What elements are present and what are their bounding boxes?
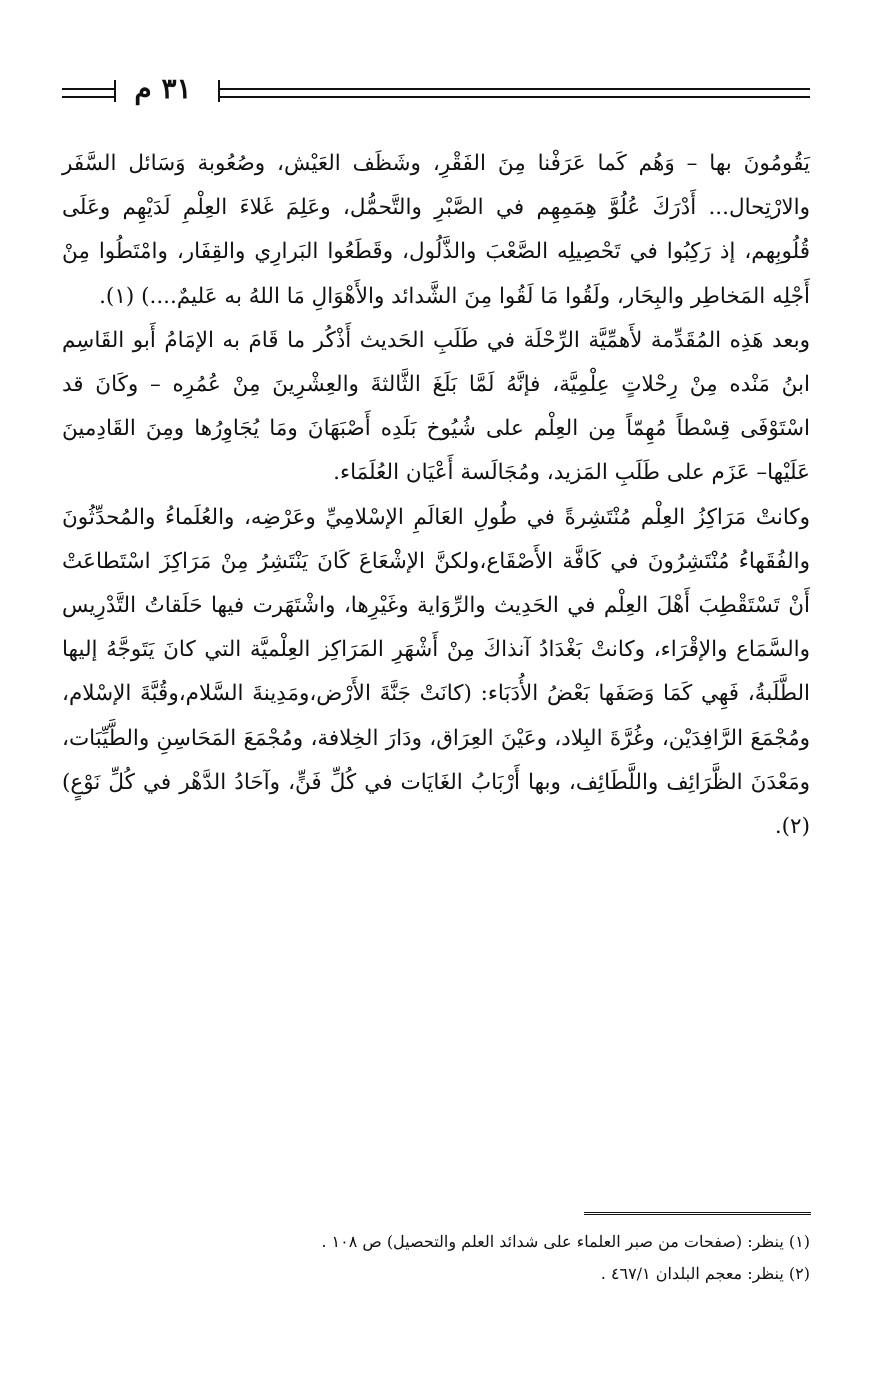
header-rule-left	[62, 88, 114, 98]
footnote-2: (٢) ينظر: معجم البلدان ٤٦٧/١ .	[600, 1264, 810, 1283]
header-bracket-right	[218, 80, 220, 102]
running-header	[62, 72, 810, 106]
page-number: ٣١ م	[134, 72, 192, 105]
footnotes	[62, 1226, 810, 1290]
paragraph-3: وكانتْ مَرَاكِزُ العِلْم مُنْتَشِرةً في طُولِ العَالَمِ الإسْلامِيِّ وعَرْضِه، والعُلَماءُ والمُحدِّثُونَ والفُقَهاءُ مُنْتَشِرُونَ في كَافَّة الأَصْقَاع،ولكنَّ الإشْعَاعَ كَانَ يَنْتَشِرُ مِنْ مَرَاكِزَ اسْتَطاعَتْ أَنْ تَسْتَقْطِبَ أَهْلَ العِلْم في الحَدِيث والرِّوَاية وغَيْرِها، واشْتَهَرت فيها حَلَقاتُ التَّدْرِيس والسَّمَاع والإقْرَاء، وكانتْ بَغْدَادُ آنذاكَ مِنْ أَشْهَرِ المَرَاكِز العِلْميَّة التي كانَ يَتَوجَّهُ إليها الطَّلَبةُ، فَهِي كَمَا وَصَفَها بَعْضُ الأُدَبَاء: (كانَتْ جَنَّةَ الأَرْض،ومَدِينةَ السَّلام،وقُبَّةَ الإسْلام، ومُجْمَعَ الرَّافِدَيْن، وغُرَّةَ البِلاد، وعَيْنَ العِرَاق، ودَارَ الخِلافة، ومُجْمَعَ المَحَاسِنِ والطَّيِّبَات، ومَعْدَنَ الظَّرَائِف واللَّطَائِف، وبها أَرْبَابُ الغَايَات في كُلِّ فَنٍّ، وآحَادُ الدَّهْر في كُلِّ نَوْعٍ)(٢).	[62, 504, 810, 840]
header-bracket-left	[114, 80, 116, 102]
body-text	[62, 142, 810, 849]
paragraph-2: وبعد هَذِه المُقَدِّمة لأَهمِّيَّة الرِّحْلَة في طَلَبِ الحَديث أَذْكُر ما قَامَ به الإمَامُ أَبو القَاسِم ابنُ مَنْده مِنْ رِحْلاتٍ عِلْمِيَّة، فإنَّهُ لَمَّا بَلَغَ الثَّالثةَ والعِشْرِينَ مِنْ عُمُرِه – وكَانَ قد اسْتَوْفَى قِسْطاً مُهِمّاً مِن العِلْم على شُيُوخ بَلَدِه أَصْبَهَانَ ومَا يُجَاوِرُها ومِنَ القَادِمينَ عَلَيْها– عَزَم على طَلَبِ المَزيد، ومُجَالَسة أَعْيَان العُلَمَاء.	[62, 327, 811, 486]
footnote-1: (١) ينظر: (صفحات من صبر العلماء على شدائد العلم والتحصيل) ص ١٠٨ .	[321, 1232, 810, 1251]
footnote-separator	[584, 1212, 811, 1215]
header-rule-right	[220, 88, 810, 98]
paragraph-1: يَقُومُونَ بها – وَهُم كَما عَرَفْنا مِنَ الفَقْرِ، وشَظَف العَيْش، وصُعُوبة وَسَائل السَّفَر والارْتِحال... أَدْرَكَ عُلُوَّ هِمَمِهِم في الصَّبْرِ والتَّحمُّل، وعَلِمَ غَلاءَ العِلْمِ لَدَيْهِم وعَلَى قُلُوبِهم، إذ رَكِبُوا في تَحْصِيلِه الصَّعْبَ والذَّلُول، وقَطَعُوا البَرارِي والقِفَار، وامْتَطُوا مِنْ أَجْلِه المَخاطِر والبِحَار، ولَقُوا مَا لَقُوا مِنَ الشَّدائد والأَهْوَالِ مَا اللهُ به عَليمٌ....) (١).	[62, 151, 810, 309]
